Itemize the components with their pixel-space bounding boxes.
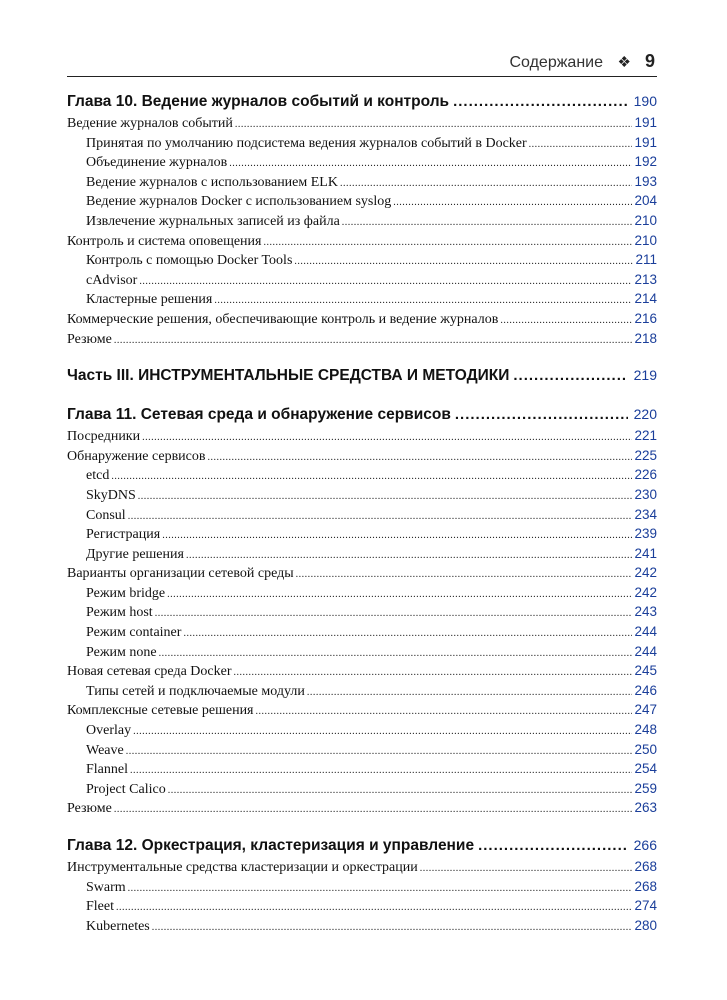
toc-subsection-entry[interactable] (67, 722, 657, 742)
dot-leader (168, 785, 633, 796)
dot-leader (128, 883, 633, 894)
entry-page-number: 213 (634, 271, 657, 287)
entry-title: Overlay (86, 723, 132, 739)
entry-page-number: 243 (634, 604, 657, 620)
chapter-title: Глава 11. Сетевая среда и обнаружение сервисов (67, 406, 451, 424)
toc-subsection-entry[interactable] (67, 918, 657, 938)
entry-page-number: 204 (634, 193, 657, 209)
toc-subsection-entry[interactable] (67, 174, 657, 194)
dot-leader (307, 687, 633, 698)
toc-section-entry[interactable] (67, 115, 657, 135)
toc-subsection-entry[interactable] (67, 467, 657, 487)
toc-subsection-entry[interactable] (67, 742, 657, 762)
dot-leader (208, 452, 633, 463)
entry-title: Project Calico (86, 781, 166, 797)
toc-subsection-entry[interactable] (67, 585, 657, 605)
entry-page-number: 193 (634, 173, 657, 189)
entry-page-number: 248 (634, 722, 657, 738)
toc-subsection-entry[interactable] (67, 683, 657, 703)
dot-leader (130, 765, 632, 776)
dot-leader (229, 158, 632, 169)
chapter-heading[interactable] (67, 837, 657, 859)
toc-chapter-group (67, 93, 657, 350)
dot-leader (513, 367, 627, 384)
entry-title: Режим container (86, 625, 182, 641)
dot-leader (159, 648, 633, 659)
chapter-heading[interactable] (67, 406, 657, 428)
chapter-title: Глава 12. Оркестрация, кластеризация и управление (67, 837, 475, 854)
dot-leader (340, 178, 633, 189)
entry-title: Swarm (86, 879, 126, 895)
toc-section-entry[interactable] (67, 663, 657, 683)
entry-title: SkyDNS (86, 487, 136, 503)
toc-section-entry[interactable] (67, 702, 657, 722)
running-head-title: Содержание (509, 54, 603, 71)
entry-page-number: 221 (634, 428, 657, 444)
entry-title: Резюме (67, 801, 112, 817)
dot-leader (152, 922, 633, 933)
toc-subsection-entry[interactable] (67, 624, 657, 644)
dot-leader (114, 804, 633, 815)
entry-title: Fleet (86, 899, 114, 915)
entry-title: Извлечение журнальных записей из файла (86, 213, 340, 229)
entry-page-number: 210 (634, 212, 657, 228)
entry-page-number: 218 (634, 330, 657, 346)
entry-title: Режим none (86, 644, 157, 660)
entry-page-number: 211 (635, 252, 657, 268)
entry-title: etcd (86, 468, 110, 484)
toc-section-entry[interactable] (67, 311, 657, 331)
dot-leader (186, 550, 633, 561)
dot-leader (296, 569, 633, 580)
entry-page-number: 191 (634, 115, 657, 130)
toc-subsection-entry[interactable] (67, 193, 657, 213)
entry-title: Варианты организации сетевой среды (67, 566, 294, 582)
entry-page-number: 192 (634, 154, 657, 170)
entry-page-number: 242 (634, 584, 657, 600)
entry-page-number: 226 (634, 467, 657, 483)
entry-page-number: 250 (634, 741, 657, 757)
entry-title: Посредники (67, 429, 141, 445)
toc-subsection-entry[interactable] (67, 604, 657, 624)
toc-section-entry[interactable] (67, 233, 657, 253)
dot-leader (128, 511, 633, 522)
chapter-page-number: 219 (633, 367, 657, 384)
entry-title: Ведение журналов с использованием ELK (86, 174, 338, 190)
dot-leader (420, 863, 633, 874)
dot-leader (183, 628, 632, 639)
entry-page-number: 259 (634, 780, 657, 796)
dot-leader (162, 530, 632, 541)
toc-subsection-entry[interactable] (67, 252, 657, 272)
chapter-title: Часть III. ИНСТРУМЕНТАЛЬНЫЕ СРЕДСТВА И МЕТОДИКИ (67, 367, 510, 385)
dot-leader (116, 902, 632, 913)
dot-leader (138, 491, 633, 502)
entry-title: Коммерческие решения, обеспечивающие контроль и ведение журналов (67, 311, 499, 327)
dot-leader (342, 217, 633, 228)
table-of-contents (67, 93, 657, 954)
entry-title: Типы сетей и подключаемые модули (86, 683, 305, 699)
entry-title: Режим host (86, 605, 153, 621)
dot-leader (111, 471, 632, 482)
entry-page-number: 244 (634, 624, 657, 640)
dot-leader (478, 837, 628, 854)
entry-title: Weave (86, 742, 124, 758)
entry-title: Объединение журналов (86, 155, 228, 171)
toc-subsection-entry[interactable] (67, 781, 657, 801)
entry-page-number: 214 (634, 291, 657, 307)
entry-page-number: 268 (634, 859, 657, 874)
dot-leader (455, 406, 628, 423)
toc-subsection-entry[interactable] (67, 898, 657, 918)
dot-leader (263, 237, 632, 248)
dot-leader (142, 432, 632, 443)
entry-title: Обнаружение сервисов (67, 448, 206, 464)
toc-subsection-entry[interactable] (67, 644, 657, 664)
dot-leader (453, 93, 628, 110)
toc-section-entry[interactable] (67, 800, 657, 820)
entry-title: Кластерные решения (86, 292, 213, 308)
toc-section-entry[interactable] (67, 565, 657, 585)
dot-leader (214, 295, 632, 306)
chapter-title: Глава 10. Ведение журналов событий и контроль (67, 93, 450, 110)
entry-page-number: 234 (634, 506, 657, 522)
entry-title: cAdvisor (86, 272, 138, 288)
toc-section-entry[interactable] (67, 428, 657, 448)
entry-title: Ведение журналов Docker с использованием syslog (86, 194, 392, 210)
entry-title: Контроль с помощью Docker Tools (86, 253, 293, 269)
entry-title: Комплексные сетевые решения (67, 703, 254, 719)
toc-chapter-group (67, 367, 657, 389)
entry-page-number: 216 (634, 310, 657, 326)
toc-subsection-entry[interactable] (67, 291, 657, 311)
chapter-heading[interactable] (67, 367, 657, 389)
entry-page-number: 210 (634, 232, 657, 248)
entry-page-number: 246 (634, 682, 657, 698)
toc-subsection-entry[interactable] (67, 154, 657, 174)
entry-title: Ведение журналов событий (67, 116, 233, 131)
dot-leader (393, 197, 632, 208)
dot-leader (126, 746, 633, 757)
dot-leader (139, 276, 632, 287)
toc-subsection-entry[interactable] (67, 507, 657, 527)
entry-title: Режим bridge (86, 585, 166, 601)
dot-leader (167, 589, 632, 600)
dot-leader (233, 667, 632, 678)
entry-page-number: 263 (634, 800, 657, 816)
page-number: 9 (644, 51, 655, 71)
entry-page-number: 254 (634, 761, 657, 777)
dot-leader (235, 119, 633, 130)
toc-subsection-entry[interactable] (67, 135, 657, 155)
toc-subsection-entry[interactable] (67, 761, 657, 781)
chapter-page-number: 266 (633, 837, 657, 853)
entry-page-number: 247 (634, 702, 657, 718)
entry-page-number: 230 (634, 486, 657, 502)
chapter-page-number: 190 (633, 93, 657, 109)
toc-subsection-entry[interactable] (67, 526, 657, 546)
entry-page-number: 241 (634, 545, 657, 561)
entry-title: Другие решения (86, 546, 184, 562)
toc-subsection-entry[interactable] (67, 879, 657, 899)
toc-subsection-entry[interactable] (67, 546, 657, 566)
toc-subsection-entry[interactable] (67, 272, 657, 292)
toc-subsection-entry[interactable] (67, 487, 657, 507)
dot-leader (155, 608, 633, 619)
entry-title: Принятая по умолчанию подсистема ведения журналов событий в Docker (86, 135, 527, 151)
entry-title: Резюме (67, 331, 112, 347)
entry-page-number: 280 (634, 917, 657, 933)
entry-title: Kubernetes (86, 918, 150, 934)
entry-page-number: 274 (634, 898, 657, 914)
entry-page-number: 239 (634, 526, 657, 542)
toc-chapter-group (67, 406, 657, 820)
page-header (67, 50, 657, 77)
entry-title: Flannel (86, 762, 128, 778)
entry-page-number: 191 (634, 134, 657, 150)
chapter-heading[interactable] (67, 93, 657, 115)
chapter-page-number: 220 (633, 406, 657, 423)
ornament-icon: ❖ (617, 54, 631, 71)
entry-page-number: 245 (634, 663, 657, 679)
entry-page-number: 225 (634, 447, 657, 463)
toc-section-entry[interactable] (67, 859, 657, 879)
entry-page-number: 242 (634, 565, 657, 581)
entry-title: Регистрация (86, 527, 161, 543)
entry-title: Контроль и система оповещения (67, 233, 262, 249)
dot-leader (529, 139, 633, 150)
toc-subsection-entry[interactable] (67, 213, 657, 233)
entry-page-number: 268 (634, 878, 657, 894)
entry-title: Consul (86, 507, 126, 523)
toc-chapter-group (67, 837, 657, 937)
dot-leader (294, 256, 633, 267)
entry-title: Новая сетевая среда Docker (67, 664, 232, 680)
dot-leader (133, 726, 632, 737)
toc-section-entry[interactable] (67, 331, 657, 351)
dot-leader (256, 706, 633, 717)
dot-leader (500, 315, 632, 326)
entry-page-number: 244 (634, 643, 657, 659)
toc-section-entry[interactable] (67, 448, 657, 468)
dot-leader (114, 335, 633, 346)
entry-title: Инструментальные средства кластеризации и оркестрации (67, 860, 418, 875)
